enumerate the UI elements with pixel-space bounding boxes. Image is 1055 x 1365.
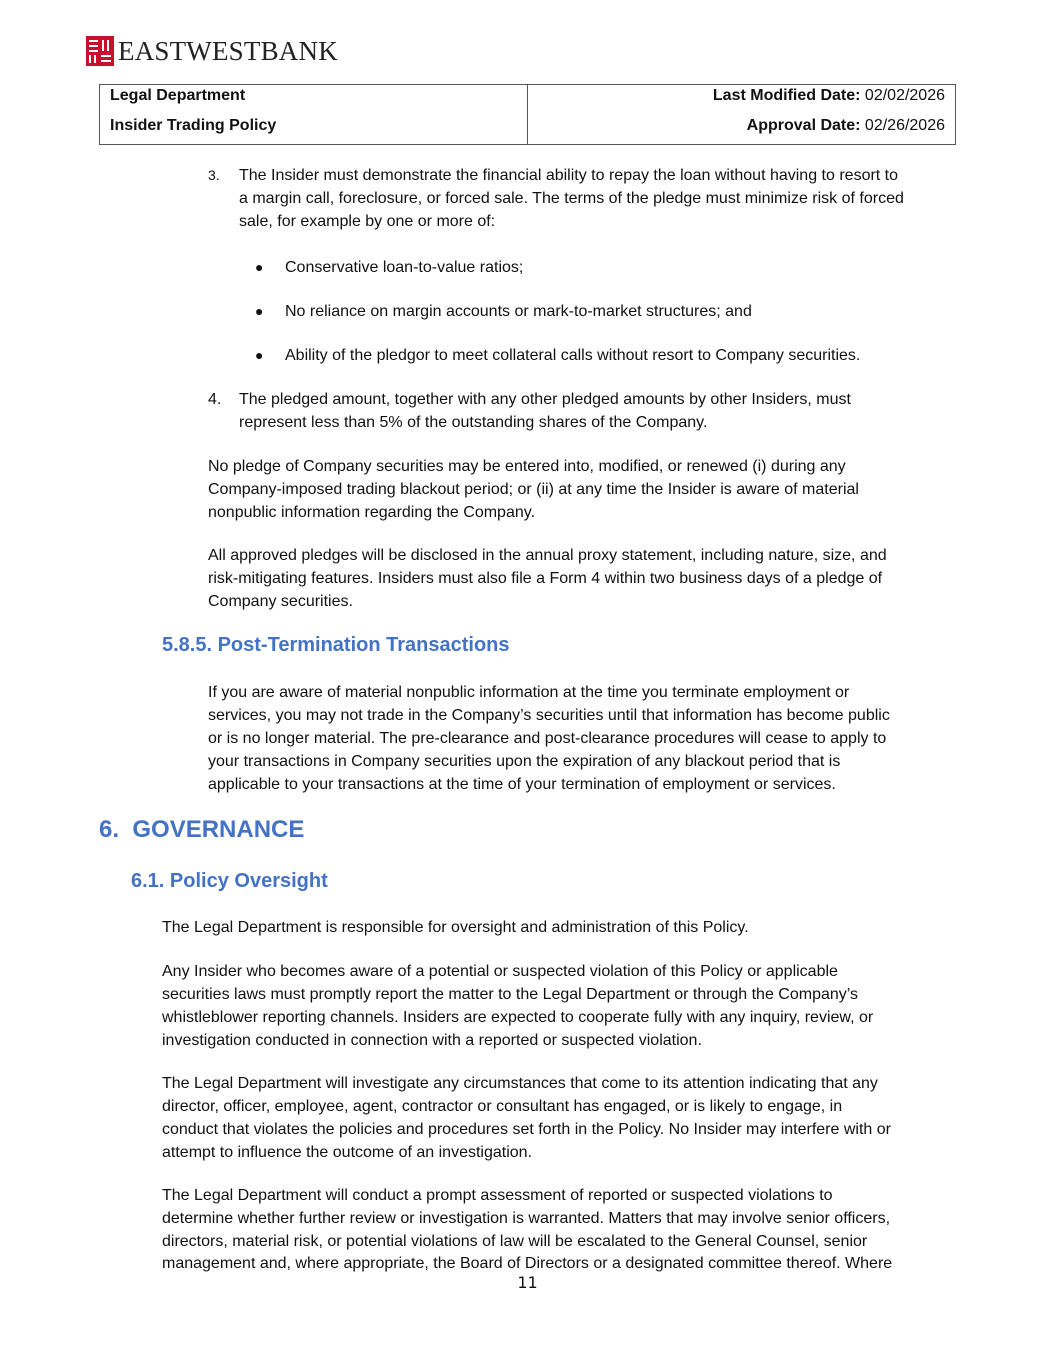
policy-name: Insider Trading Policy (110, 117, 277, 134)
bank-logo (86, 36, 338, 66)
text-line: applicable to your transactions at the time of your termination of employment or services. (208, 776, 836, 793)
last-modified-value: 02/02/2026 (864, 87, 945, 104)
bullet-item: Ability of the pledgor to meet collateral calls without resort to Company securities. (285, 347, 861, 364)
text-line: Company securities. (208, 593, 353, 610)
text-line: Any Insider who becomes aware of a potential or suspected violation of this Policy or applicable (162, 963, 838, 980)
approval-value: 02/26/2026 (864, 117, 945, 134)
text-line: No pledge of Company securities may be entered into, modified, or renewed (i) during any (208, 458, 846, 475)
text-line: director, officer, employee, agent, contractor or consultant has engaged, or is likely to engage, in (162, 1098, 843, 1115)
department-name: Legal Department (110, 87, 246, 104)
text-line: nonpublic information regarding the Company. (208, 504, 536, 521)
heading-post-termination: 5.8.5. Post-Termination Transactions (162, 634, 510, 656)
text-line: The pledged amount, together with any other pledged amounts by other Insiders, must (239, 391, 851, 408)
text-line: or is no longer material. The pre-clearance and post-clearance procedures will cease to apply to (208, 730, 887, 747)
text-line: The Legal Department will conduct a prompt assessment of reported or suspected violations to (162, 1187, 833, 1204)
list-number-4: 4. (208, 391, 222, 408)
bank-logo-text: EASTWESTBANK (118, 36, 338, 66)
heading-policy-oversight: 6.1. Policy Oversight (131, 870, 328, 892)
paragraph-oversight: The Legal Department is responsible for oversight and administration of this Policy. (162, 919, 749, 936)
bullet-item: No reliance on margin accounts or mark-to-market structures; and (285, 303, 752, 320)
text-line: sale, for example by one or more of: (239, 213, 496, 230)
text-line: services, you may not trade in the Company’s securities until that information has become public (208, 707, 890, 724)
bullet-icon: ● (255, 347, 264, 363)
header-right-cell (528, 85, 956, 145)
page-number: 11 (517, 1273, 538, 1292)
text-line: your transactions in Company securities upon the expiration of any blackout period that is (208, 753, 841, 770)
approval-date (538, 116, 945, 136)
text-line: determine whether further review or investigation is warranted. Matters that may involve senior officers, (162, 1210, 891, 1227)
list-number-3: 3. (208, 167, 220, 183)
text-line: attempt to influence the outcome of an investigation. (162, 1144, 533, 1161)
text-line: Company-imposed trading blackout period; or (ii) at any time the Insider is aware of material (208, 481, 859, 498)
text-line: The Legal Department will investigate any circumstances that come to its attention indicating that any (162, 1075, 878, 1092)
bank-logo-icon (86, 36, 114, 66)
approval-label: Approval Date: (746, 117, 861, 134)
text-line: All approved pledges will be disclosed in the annual proxy statement, including nature, size, and (208, 547, 887, 564)
header-left-cell (100, 85, 528, 145)
heading-governance: 6. GOVERNANCE (99, 816, 305, 843)
last-modified-date (538, 86, 945, 117)
text-line: securities laws must promptly report the matter to the Legal Department or through the Company’s (162, 986, 859, 1003)
text-line: risk-mitigating features. Insiders must also file a Form 4 within two business days of a pledge of (208, 570, 883, 587)
text-line: conduct that violates the policies and procedures set forth in the Policy. No Insider may interfere with or (162, 1121, 891, 1138)
last-modified-label: Last Modified Date: (712, 87, 861, 104)
text-line: whistleblower reporting channels. Insiders are expected to cooperate fully with any inquiry, review, or (162, 1009, 874, 1026)
bullet-icon: ● (255, 303, 264, 319)
bullet-item: Conservative loan-to-value ratios; (285, 259, 524, 276)
text-line: directors, material risk, or potential violations of law will be escalated to the General Counsel, senior (162, 1233, 868, 1250)
text-line: If you are aware of material nonpublic information at the time you terminate employment or (208, 684, 850, 701)
document-header-table (99, 84, 956, 145)
text-line: a margin call, foreclosure, or forced sale. The terms of the pledge must minimize risk of forced (239, 190, 904, 207)
bullet-icon: ● (255, 259, 264, 275)
text-line: management and, where appropriate, the Board of Directors or a designated committee thereof. Where (162, 1255, 893, 1272)
text-line: investigation conducted in connection with a reported or suspected violation. (162, 1032, 702, 1049)
text-line: represent less than 5% of the outstanding shares of the Company. (239, 414, 708, 431)
text-line: The Insider must demonstrate the financial ability to repay the loan without having to resort to (239, 167, 899, 184)
